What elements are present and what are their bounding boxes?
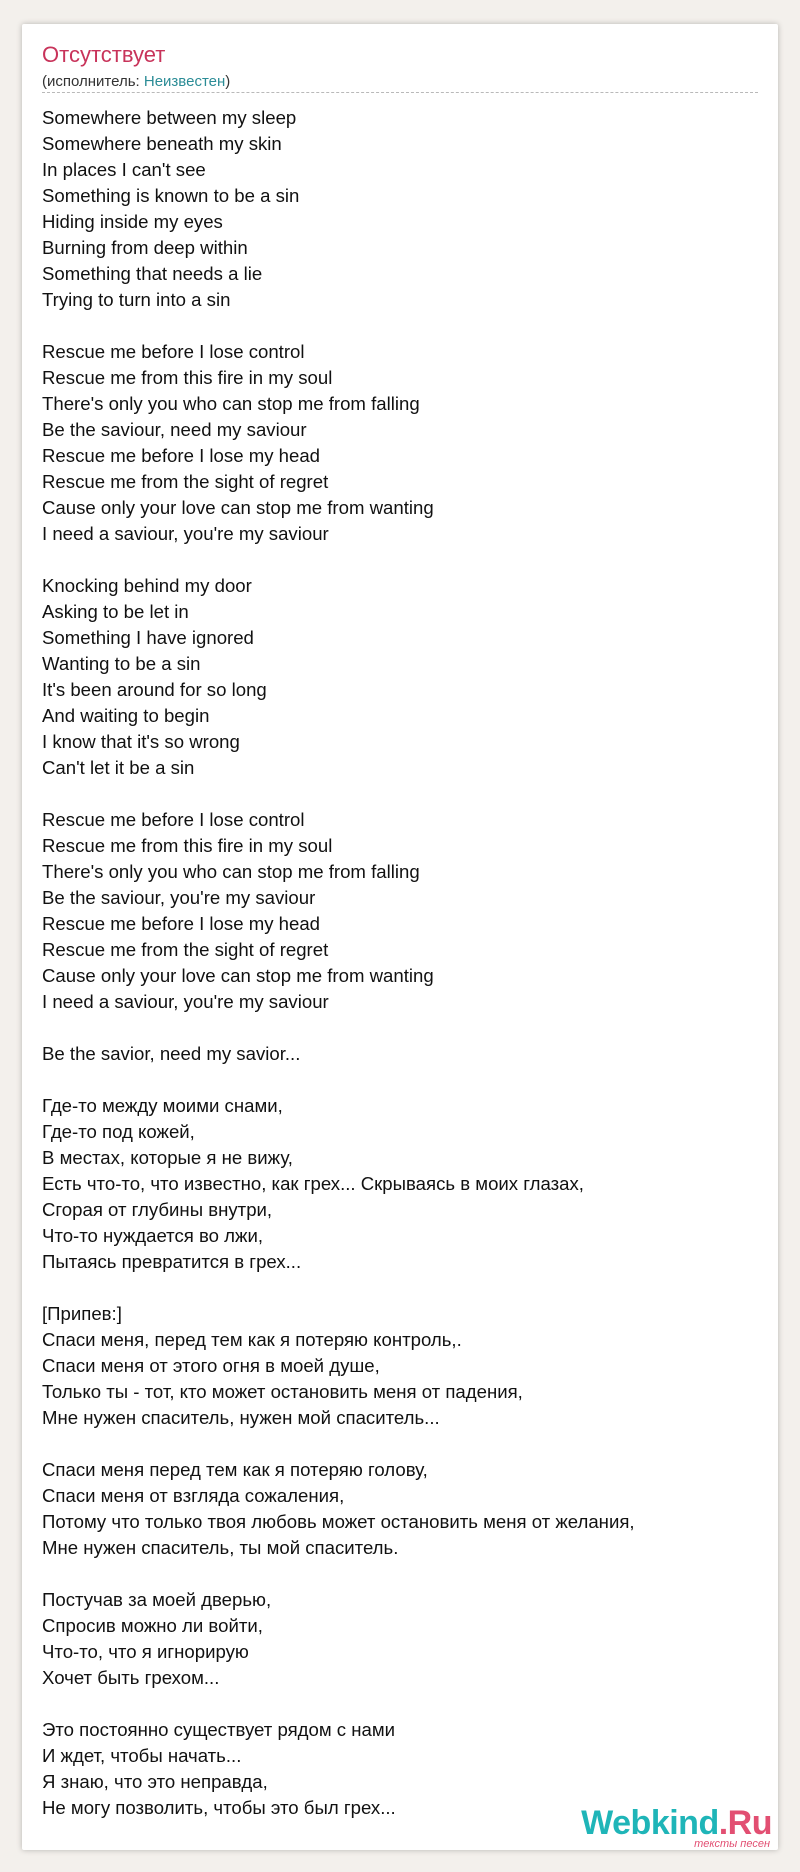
lyric-line: Спросив можно ли войти, [42,1615,263,1636]
lyric-line: Rescue me before I lose my head [42,445,321,466]
lyric-line: Rescue me from this fire in my soul [42,367,333,388]
lyric-line: Somewhere between my sleep [42,107,297,128]
lyric-line: It's been around for so long [42,679,267,700]
lyric-line: Пытаясь превратится в грех... [42,1251,302,1272]
lyric-line: Где-то между моими снами, [42,1095,283,1116]
lyric-line: Мне нужен спаситель, ты мой спаситель. [42,1537,399,1558]
song-title: Отсутствует [42,42,166,67]
lyric-line: Rescue me from the sight of regret [42,471,329,492]
lyric-line: Asking to be let in [42,601,189,622]
lyric-line: Cause only your love can stop me from wanting [42,497,434,518]
lyric-line: Что-то нуждается во лжи, [42,1225,264,1246]
lyric-line: Be the saviour, you're my saviour [42,887,316,908]
lyric-line: I need a saviour, you're my saviour [42,523,329,544]
logo-tagline: тексты песен [694,1838,770,1850]
lyric-line: Я знаю, что это неправда, [42,1771,268,1792]
lyric-line [42,781,762,807]
logo-wordmark [581,1805,772,1841]
lyric-line: Мне нужен спаситель, нужен мой спаситель... [42,1407,440,1428]
lyric-line: В местах, которые я не вижу, [42,1147,293,1168]
lyric-line: Can't let it be a sin [42,757,195,778]
lyric-line: And waiting to begin [42,705,210,726]
title-divider [42,92,758,93]
lyric-line: Something that needs a lie [42,263,263,284]
lyric-line: Cause only your love can stop me from wanting [42,965,434,986]
lyric-line [42,1431,762,1457]
lyric-line [42,1275,762,1301]
lyric-line: Rescue me from the sight of regret [42,939,329,960]
lyric-line [42,313,762,339]
lyric-line: Не могу позволить, чтобы это был грех... [42,1797,396,1818]
lyric-line: Постучав за моей дверью, [42,1589,272,1610]
lyric-line: Rescue me before I lose my head [42,913,321,934]
lyric-line: There's only you who can stop me from falling [42,861,420,882]
webkind-logo[interactable] [581,1805,772,1850]
lyric-line: Knocking behind my door [42,575,252,596]
lyric-line: Где-то под кожей, [42,1121,195,1142]
lyric-line: Хочет быть грехом... [42,1667,220,1688]
lyric-line: I know that it's so wrong [42,731,240,752]
lyric-line: Спаси меня от этого огня в моей душе, [42,1355,380,1376]
lyric-line: Wanting to be a sin [42,653,201,674]
lyric-line: [Припев:] [42,1303,122,1324]
lyric-line: In places I can't see [42,159,206,180]
lyric-line: I need a saviour, you're my saviour [42,991,329,1012]
lyric-line: Rescue me from this fire in my soul [42,835,333,856]
lyric-line: Потому что только твоя любовь может остановить меня от желания, [42,1511,635,1532]
lyric-line [42,1015,762,1041]
lyric-line: Спаси меня, перед тем как я потеряю контроль,. [42,1329,462,1350]
lyric-line: Somewhere beneath my skin [42,133,282,154]
artist-link[interactable]: Неизвестен [143,73,226,90]
logo-tld: .Ru [718,1804,772,1842]
lyric-line [42,1691,762,1717]
lyric-line [42,1561,762,1587]
lyric-line: Есть что-то, что известно, как грех... Скрываясь в моих глазах, [42,1173,584,1194]
lyric-line: Только ты - тот, кто может остановить меня от падения, [42,1381,523,1402]
lyric-line: Rescue me before I lose control [42,341,305,362]
artist-prefix: (исполнитель: [42,73,144,90]
logo-name: Webkind [581,1804,719,1842]
lyric-line: There's only you who can stop me from falling [42,393,420,414]
lyric-line: Hiding inside my eyes [42,211,223,232]
lyric-line: Это постоянно существует рядом с нами [42,1719,396,1740]
lyric-line [42,1067,762,1093]
lyric-line: Спаси меня перед тем как я потеряю голову, [42,1459,428,1480]
lyric-line: Something I have ignored [42,627,254,648]
lyrics-text [42,105,762,1821]
lyric-line: И ждет, чтобы начать... [42,1745,242,1766]
lyric-line: Спаси меня от взгляда сожаления, [42,1485,345,1506]
lyric-line: Burning from deep within [42,237,248,258]
artist-line [42,73,230,91]
lyric-line: Что-то, что я игнорирую [42,1641,249,1662]
lyric-line: Trying to turn into a sin [42,289,231,310]
artist-suffix: ) [225,73,231,90]
lyric-line: Сгорая от глубины внутри, [42,1199,273,1220]
lyric-line: Rescue me before I lose control [42,809,305,830]
lyric-line: Something is known to be a sin [42,185,300,206]
lyric-line: Be the savior, need my savior... [42,1043,301,1064]
lyric-line: Be the saviour, need my saviour [42,419,307,440]
lyric-line [42,547,762,573]
